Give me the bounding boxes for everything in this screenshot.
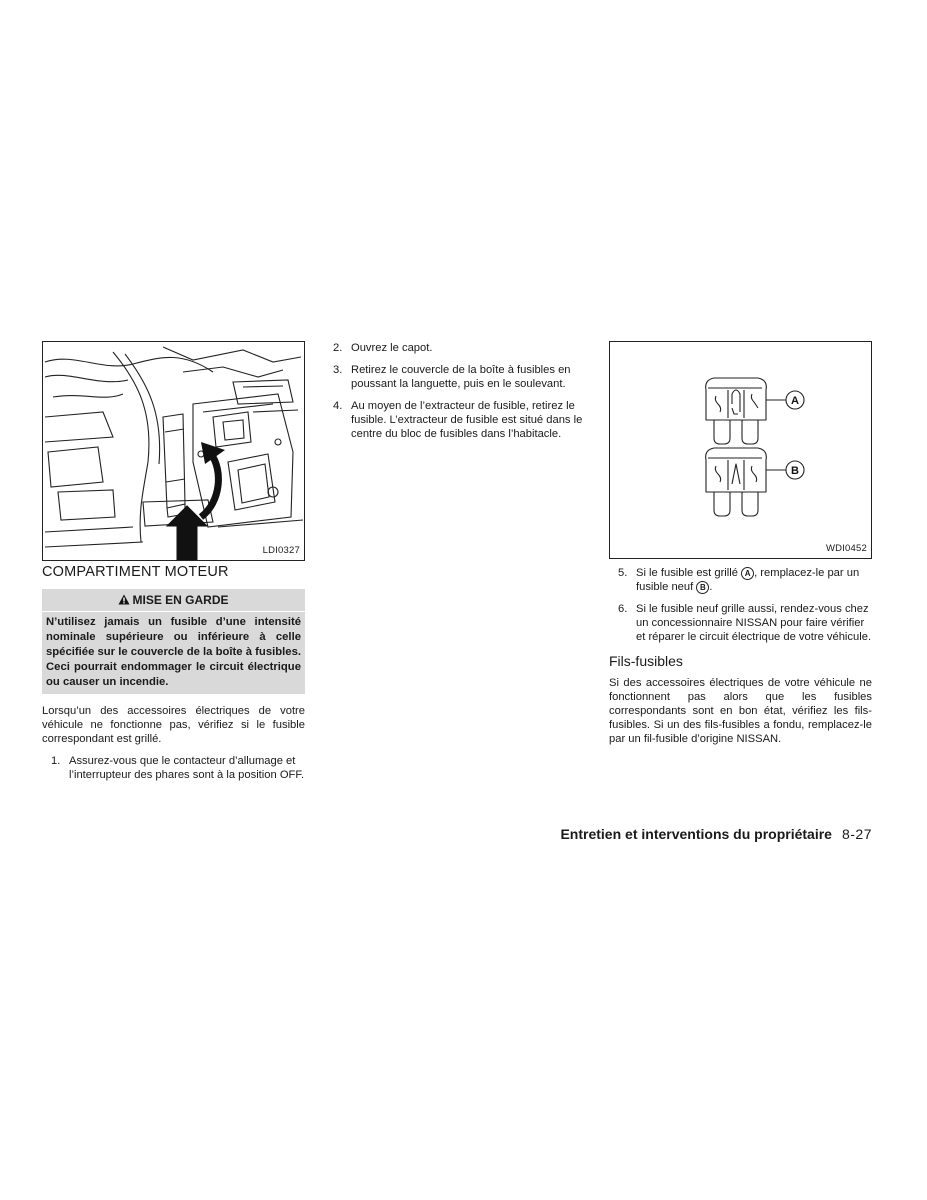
- column-left: [42, 341, 305, 790]
- fuse-illustration: [610, 342, 871, 558]
- callout-b-label: B: [791, 465, 799, 477]
- fuse-figure: [609, 341, 872, 559]
- step-text: Assurez-vous que le contacteur d’allumage et l’interrupteur des phares sont à la position OFF.: [69, 755, 305, 781]
- section-title: COMPARTIMENT MOTEUR: [42, 564, 229, 580]
- engine-compartment-illustration: [43, 342, 304, 560]
- fils-paragraph: Si des accessoires électriques de votre véhicule ne fonctionnent pas alors que les fusibles correspondants sont en bon état, vérifiez les fils-fusibles. Si un des fils-fusibles a fondu, remplacez-le par un fil-fusible d’origine NISSAN.: [609, 677, 872, 745]
- step-number: 4.: [333, 400, 343, 412]
- list-item: [333, 399, 589, 441]
- figure-code: LDI0327: [262, 545, 300, 556]
- warning-header: [42, 589, 305, 612]
- list-item: [333, 341, 589, 355]
- step-text: Retirez le couvercle de la boîte à fusibles en poussant la languette, puis en le soulevant.: [351, 364, 571, 390]
- column-right: [609, 341, 872, 754]
- steps-list-right: [609, 566, 872, 644]
- warning-triangle-icon: [118, 594, 130, 608]
- steps-list-left: [42, 754, 305, 782]
- step-number: 6.: [618, 603, 628, 615]
- step-number: 5.: [618, 567, 628, 579]
- engine-compartment-figure: [42, 341, 305, 561]
- step-text-part: .: [709, 581, 713, 593]
- step-number: 3.: [333, 364, 343, 376]
- list-item: [51, 754, 305, 782]
- warning-box: [42, 589, 305, 694]
- warning-title: MISE EN GARDE: [132, 593, 229, 607]
- list-item: [618, 566, 872, 594]
- subsection-title: Fils-fusibles: [609, 653, 683, 669]
- step-text: Au moyen de l’extracteur de fusible, retirez le fusible. L’extracteur de fusible est situé dans le centre du bloc de fusibles dans l’habitacle.: [351, 400, 583, 440]
- warning-text: N’utilisez jamais un fusible d’une intensité nominale supérieure ou inférieure à celle spécifiée sur le couvercle de la boîte à fusibles. Ceci pourrait endommager le circuit électrique ou causer un incendie.: [46, 616, 301, 688]
- steps-list-middle: [333, 341, 589, 441]
- step-text: Si le fusible neuf grille aussi, rendez-vous chez un concessionnaire NISSAN pour faire vérifier et réparer le circuit électrique de votre véhicule.: [636, 603, 872, 643]
- page-footer: [480, 826, 872, 842]
- list-item: [333, 363, 589, 391]
- step-text: [636, 567, 859, 593]
- callout-b-marker: B: [696, 581, 709, 594]
- figure-code: WDI0452: [825, 543, 867, 554]
- column-middle: [333, 341, 589, 449]
- list-item: [618, 602, 872, 644]
- intro-paragraph: Lorsqu’un des accessoires électriques de votre véhicule ne fonctionne pas, vérifiez si le fusible correspondant est grillé.: [42, 705, 305, 745]
- step-text-part: Si le fusible est grillé: [636, 567, 742, 579]
- step-number: 1.: [51, 755, 61, 767]
- step-text: Ouvrez le capot.: [351, 342, 433, 354]
- page-number: 8-27: [841, 826, 872, 842]
- callout-a-marker: A: [741, 567, 754, 580]
- callout-a-label: A: [791, 395, 799, 407]
- step-number: 2.: [333, 342, 343, 354]
- chapter-title: Entretien et interventions du propriétaire: [560, 826, 832, 842]
- step-text-part: , remplacez-le par un fusible neuf: [636, 567, 860, 593]
